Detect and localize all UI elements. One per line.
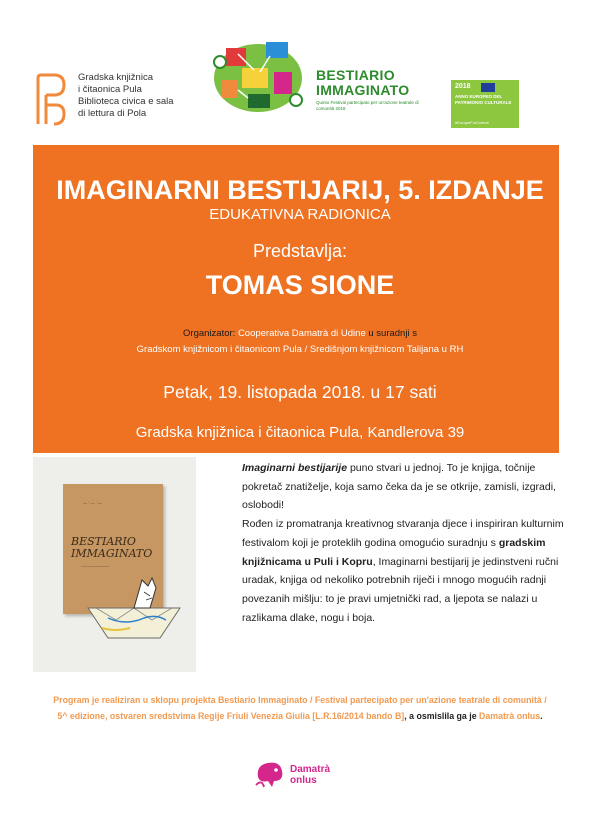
description-text: Rođen iz promatranja kreativnog stvaranja djece i inspiriran kulturnim festivalom koji je proteklih godina omogućio suradnju s — [242, 518, 564, 549]
book-title-line: BESTIARIO — [71, 535, 136, 548]
bestiario-subtitle: Quinto Festival partecipato per un'azione teatrale di comunità 2018 — [316, 100, 419, 111]
eu-text: ANNO EUROPEO DEL PATRIMONIO CULTURALE — [455, 94, 512, 105]
eu-year: 2018 — [455, 83, 471, 90]
book-subtitle-icon: ~~~~~~~~~~~~ — [81, 564, 110, 569]
event-title: IMAGINARNI BESTIJARIJ, 5. IZDANJE — [56, 175, 544, 205]
damatra-name-line: onlus — [290, 775, 317, 786]
library-line: i čitaonica Pula — [78, 84, 142, 95]
library-line: Biblioteca civica e sala — [78, 96, 174, 107]
funding-org: Damatrà onlus — [479, 711, 541, 721]
bestiario-title — [316, 68, 409, 98]
funding-note — [34, 692, 566, 724]
bestiario-title-line: BESTIARIO — [316, 67, 395, 83]
book-authors-icon: — · — · — — [83, 500, 103, 505]
organizer-name: Cooperativa Damatrà di Udine — [237, 328, 366, 339]
library-logo-icon — [34, 72, 70, 128]
damatra-logo-icon — [252, 757, 286, 791]
funding-line: Program je realiziran u sklopu projekta Bestiario Immaginato / Festival partecipato per un'azione teatrale di comunità / — [53, 695, 547, 705]
event-date: Petak, 19. listopada 2018. u 17 sati — [163, 382, 437, 402]
description-text: puno stvari u jednoj. To je knjiga, točnije pokretač znatiželje, koja samo čeka da je se otkrije, zamisli, izgradi, oslobodi! — [242, 462, 556, 512]
funding-connector: , a osmislila ga je — [404, 711, 480, 721]
event-subtitle: EDUKATIVNA RADIONICA — [209, 206, 391, 223]
eu-hashtag: #EuropeForCulture — [455, 120, 490, 125]
bestiario-logo-icon — [208, 34, 310, 120]
organizer-info — [60, 326, 540, 358]
book-title — [71, 536, 152, 560]
library-name — [78, 72, 174, 120]
library-line: di lettura di Pola — [78, 108, 147, 119]
bestiario-title-line: IMMAGINATO — [316, 82, 410, 98]
event-place: Gradska knjižnica i čitaonica Pula, Kandlerova 39 — [135, 424, 465, 441]
damatra-name — [290, 764, 330, 786]
eu-heritage-badge — [451, 80, 519, 128]
description-text: , Imaginarni bestijarij je jedinstveni ručni uradak, knjiga od nekoliko potrebnih riječi i mnogo mogućih radnji povezanih mišlju: to je pravi umjetnički rad, a ljepota se nalazi u razlikama dlake, nogu i boja. — [242, 555, 559, 624]
organizer-mid: u suradnji s — [368, 328, 417, 339]
description-book-title: Imaginarni bestijarije — [242, 462, 348, 474]
presenter-name: TOMAS SIONE — [205, 270, 395, 300]
presents-label: Predstavlja: — [252, 241, 348, 261]
description-paragraph — [242, 515, 570, 627]
funding-end: . — [540, 711, 543, 721]
description-libraries: gradskim knjižnicama u Puli i Kopru — [242, 536, 546, 568]
damatra-name-line: Damatrà — [290, 764, 331, 775]
paper-boat-icon — [86, 574, 182, 644]
book-title-line: IMMAGINATO — [71, 547, 153, 560]
library-line: Gradska knjižnica — [78, 72, 153, 83]
description-paragraph — [242, 459, 570, 515]
eu-flag-icon — [481, 83, 495, 92]
organizer-partners: Gradskom knjižnicom i čitaonicom Pula / Središnjom knjižnicom Talijana u RH — [136, 344, 464, 355]
organizer-label: Organizator: — [183, 328, 236, 339]
event-description — [242, 459, 570, 627]
funding-line: 5^ edizione, ostvaren sredstvima Regije Friuli Venezia Giulia [L.R.16/2014 bando B] — [57, 711, 405, 721]
